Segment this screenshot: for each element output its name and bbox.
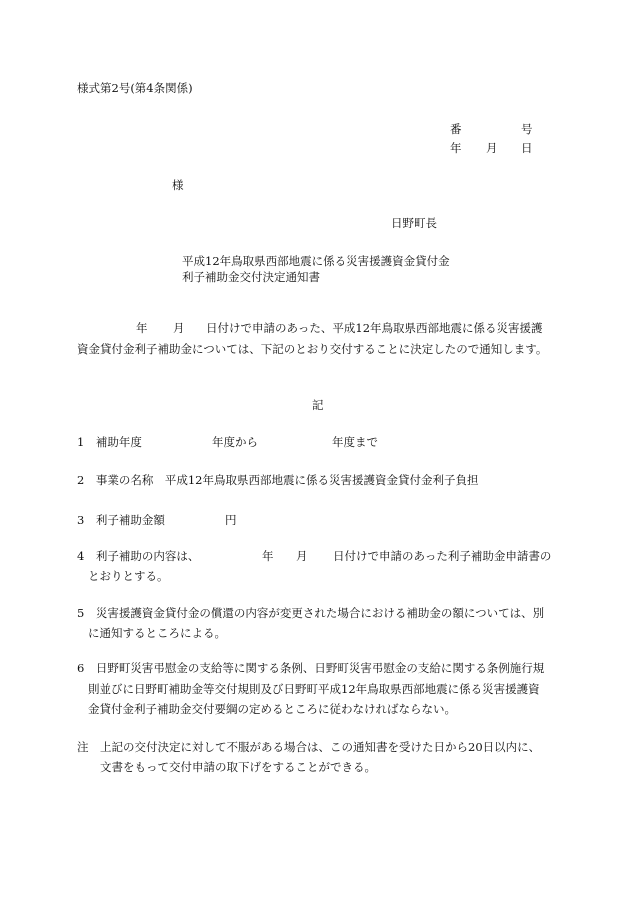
note-line-1: 注 上記の交付決定に対して不服がある場合は、この通知書を受けた日から20日以内に、 [77,740,541,754]
item-4-label: 4 利子補助の内容は、 [77,549,200,563]
date-day-label: 日 [521,141,533,155]
item-5-line-1: 5 災害援護資金貸付金の償還の内容が変更された場合における補助金の額については、別 [77,606,545,620]
body-line-1: 日付けで申請のあった、平成12年鳥取県西部地震に係る災害援護 [206,321,543,335]
item-4-rest: 日付けで申請のあった利子補助金申請書の [333,549,552,563]
item-4-year-label: 年 [262,549,274,563]
item-1-to: 年度まで [332,435,378,449]
item-3-label: 3 利子補助金額 [77,513,165,527]
item-1-from: 年度から [212,435,258,449]
item-6-line-1: 6 日野町災害弔慰金の支給等に関する条例、日野町災害弔慰金の支給に関する条例施行規 [77,661,545,675]
date-year-label: 年 [450,141,462,155]
item-3-yen: 円 [225,513,237,527]
date-month-label: 月 [486,141,498,155]
item-5-line-2: に通知するところによる。 [88,626,226,640]
number-ban-label: 番 [450,122,462,136]
body-month-label: 月 [173,321,185,335]
body-year-label: 年 [136,321,148,335]
title-line-2: 利子補助金交付決定通知書 [182,270,320,284]
item-2: 2 事業の名称 平成12年鳥取県西部地震に係る災害援護資金貸付金利子負担 [77,473,479,487]
number-go-label: 号 [521,122,533,136]
note-line-2: 文書をもって交付申請の取下げをすることができる。 [100,760,376,774]
form-label: 様式第2号(第4条関係) [77,81,193,95]
issuer: 日野町長 [391,216,437,230]
item-4-month-label: 月 [296,549,308,563]
ki-heading: 記 [312,398,324,412]
item-6-line-2: 則並びに日野町補助金等交付規則及び日野町平成12年鳥取県西部地震に係る災害援護資 [88,682,540,696]
body-line-2: 資金貸付金利子補助金については、下記のとおり交付することに決定したので通知します。 [77,342,548,356]
title-line-1: 平成12年鳥取県西部地震に係る災害援護資金貸付金 [182,254,450,268]
document-title [182,253,450,285]
item-4-line-2: とおりとする。 [88,569,169,583]
item-1-label: 1 補助年度 [77,435,142,449]
addressee-suffix: 様 [172,178,184,192]
item-6-line-3: 金貸付金利子補助金交付要綱の定めるところに従わなければならない。 [88,702,456,716]
